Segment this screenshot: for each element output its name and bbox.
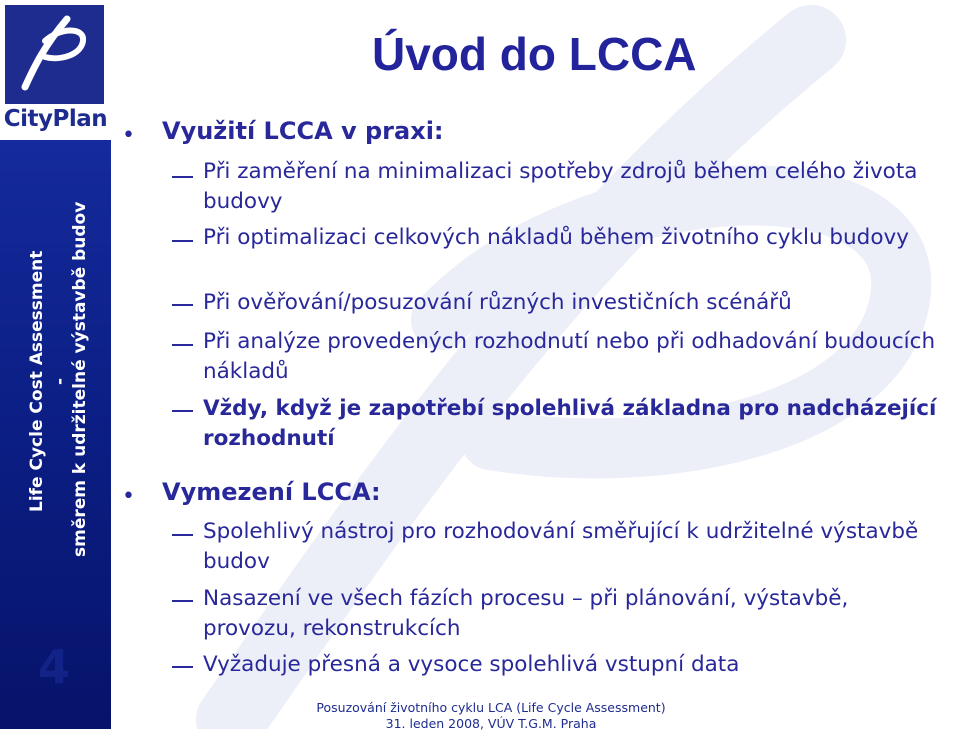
dash-marker [172,304,193,306]
dash-marker [172,410,193,412]
section-heading: Vymezení LCCA: [162,478,381,506]
page-number: 4 [38,640,71,694]
footer-line-1: Posuzování životního cyklu LCA (Life Cycle Assessment) [316,700,666,715]
dash-marker [172,344,193,346]
dash-marker [172,176,193,178]
sidebar-panel [0,140,111,729]
dash-marker [172,534,193,536]
slide-footer [111,700,871,732]
slide-title: Úvod do LCCA [372,28,697,80]
list-item-emphasis: Vždy, když je zapotřebí spolehlivá základna pro nadcházející rozhodnutí [203,396,937,451]
logo-wordmark: CityPlan [3,106,108,132]
list-item: Při analýze provedených rozhodnutí nebo při odhadování budoucích nákladů [203,329,936,384]
logo-emblem [5,5,104,104]
list-item: Nasazení ve všech fázích procesu – při plánování, výstavbě, provozu, rekonstrukcích [203,586,849,641]
list-item: Při optimalizaci celkových nákladů během životního cyklu budovy [203,225,909,250]
list-item: Spolehlivý nástroj pro rozhodování směřující k udržitelné výstavbě budov [203,519,919,574]
cityplan-logo [3,3,108,140]
dash-marker [172,666,193,668]
dash-marker [172,600,193,602]
footer-line-2: 31. leden 2008, VÚV T.G.M. Praha [385,716,597,731]
sidebar-separator: - [50,377,70,385]
list-item: Při zaměření na minimalizaci spotřeby zdrojů během celého života budovy [203,159,918,214]
sidebar-title: Life Cycle Cost Assessment [27,250,47,512]
list-item: Při ověřování/posuzování různých investičních scénářů [203,290,792,315]
sidebar [0,0,111,729]
sidebar-subtitle: směrem k udržitelné výstavbě budov [70,201,90,557]
bullet-dot: • [122,123,135,148]
bullet-dot: • [122,484,135,509]
list-item: Vyžaduje přesná a vysoce spolehlivá vstupní data [203,652,740,677]
dash-marker [172,240,193,242]
section-heading: Využití LCCA v praxi: [162,117,444,145]
